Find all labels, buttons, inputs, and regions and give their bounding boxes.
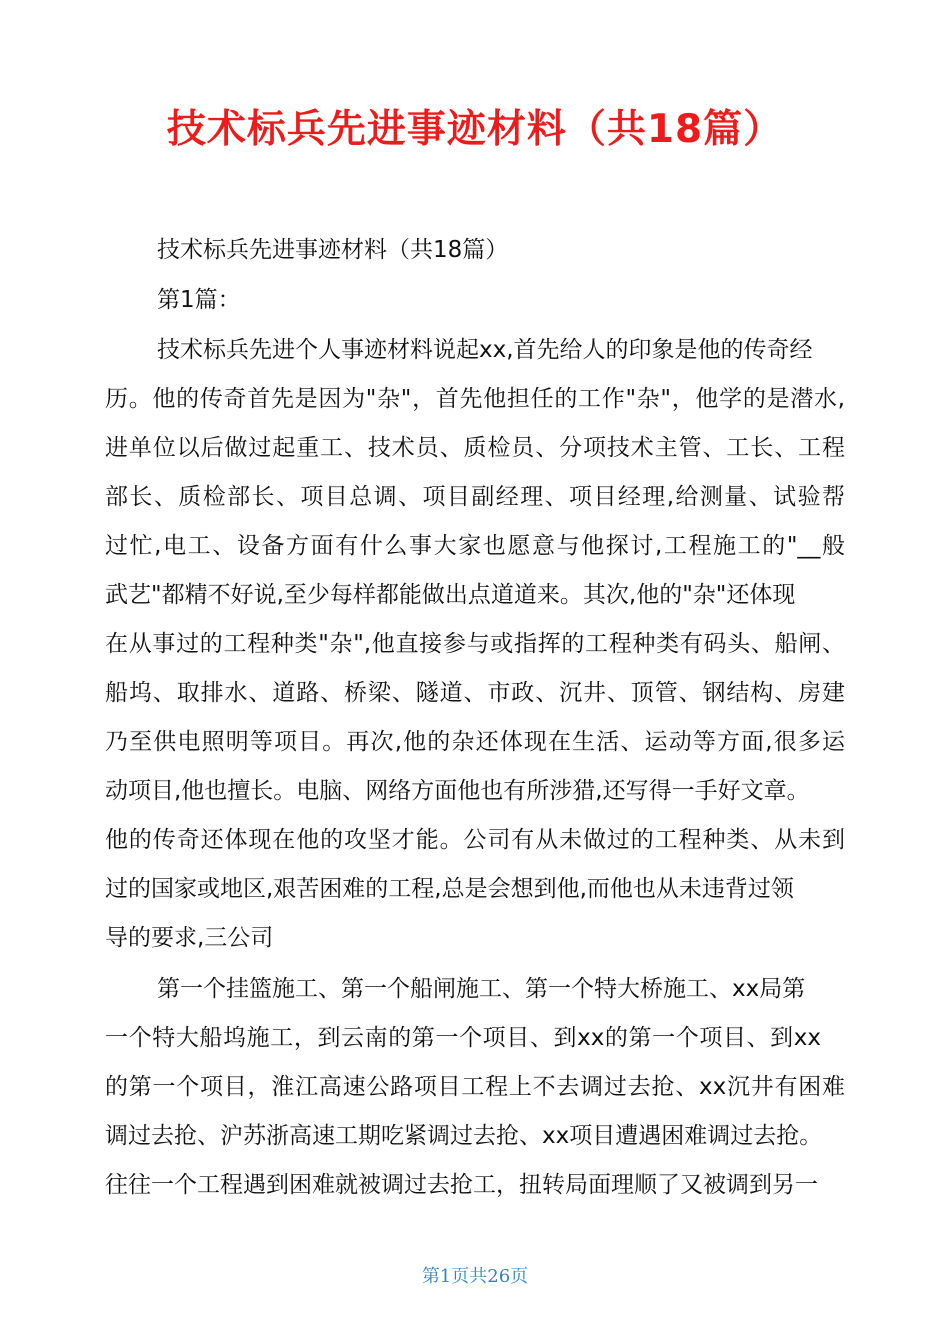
paragraph-line: 调过去抢、沪苏浙高速工期吃紧调过去抢、xx项目遭遇困难调过去抢。 — [105, 1123, 823, 1149]
paragraph-line: 一个特大船坞施工，到云南的第一个项目、到xx的第一个项目、到xx — [105, 1025, 821, 1051]
paragraph-line: 在从事过的工程种类"杂",他直接参与或指挥的工程种类有码头、船闸、 — [105, 631, 845, 657]
paragraph-line: 过忙,电工、设备方面有什么事大家也愿意与他探讨,工程施工的"__般 — [105, 533, 845, 559]
paragraph-line: 技术标兵先进个人事迹材料说起xx,首先给人的印象是他的传奇经 — [157, 337, 813, 363]
paragraph-line: 武艺"都精不好说,至少每样都能做出点道道来。其次,他的"杂"还体现 — [105, 582, 796, 608]
paragraph-line: 他的传奇还体现在他的攻坚才能。公司有从未做过的工程种类、从未到 — [105, 827, 845, 853]
page-indicator: 第1页共26页 — [421, 1266, 529, 1287]
paragraph-line: 历。他的传奇首先是因为"杂"，首先他担任的工作"杂"，他学的是潜水, — [105, 386, 845, 412]
paragraph-line: 进单位以后做过起重工、技术员、质检员、分项技术主管、工长、工程 — [105, 435, 845, 461]
paragraph-line: 导的要求,三公司 — [105, 925, 274, 951]
document-title: 技术标兵先进事迹材料（共18篇） — [166, 107, 784, 152]
document-subtitle: 技术标兵先进事迹材料（共18篇） — [157, 237, 509, 263]
paragraph-line: 动项目,他也擅长。电脑、网络方面他也有所涉猎,还写得一手好文章。 — [105, 778, 810, 804]
paragraph-line: 部长、质检部长、项目总调、项目副经理、项目经理,给测量、试验帮 — [105, 484, 845, 510]
paragraph-line: 的第一个项目，淮江高速公路项目工程上不去调过去抢、xx沉井有困难 — [105, 1074, 845, 1100]
paragraph-line: 船坞、取排水、道路、桥梁、隧道、市政、沉井、顶管、钢结构、房建 — [105, 680, 845, 706]
paragraph-line: 第一个挂篮施工、第一个船闸施工、第一个特大桥施工、xx局第 — [157, 976, 806, 1002]
paragraph-line: 过的国家或地区,艰苦困难的工程,总是会想到他,而他也从未违背过领 — [105, 876, 794, 902]
section-label: 第1篇： — [157, 287, 241, 313]
paragraph-line: 往往一个工程遇到困难就被调过去抢工，扭转局面理顺了又被调到另一 — [105, 1172, 818, 1198]
paragraph-line: 乃至供电照明等项目。再次,他的杂还体现在生活、运动等方面,很多运 — [105, 729, 845, 755]
